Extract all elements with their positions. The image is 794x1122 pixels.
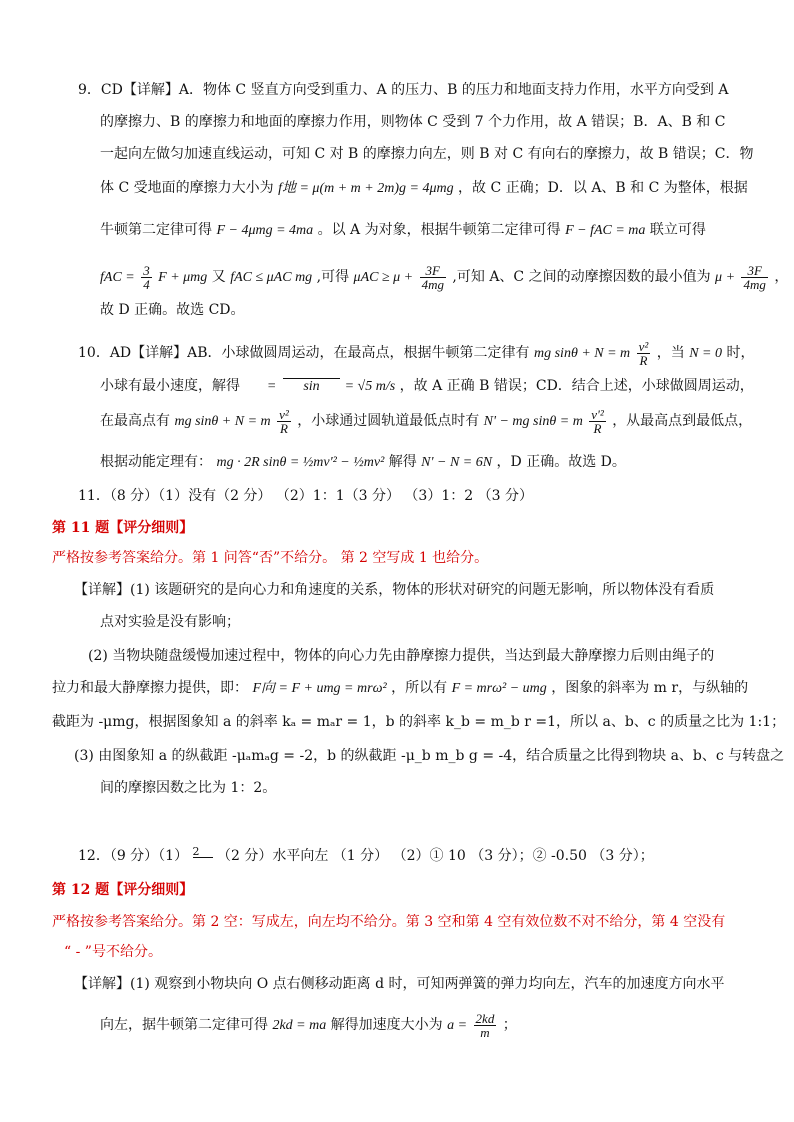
q9-fraction: $\frac{3F}{4mg}$ xyxy=(421,262,444,292)
q10-line-2 xyxy=(100,376,754,397)
q10-equation: = √5 m/s xyxy=(344,379,396,394)
q9-line-6 xyxy=(100,262,788,293)
q10-text: 根据动能定理有： xyxy=(100,454,212,470)
q9-text: ,可得 xyxy=(316,269,350,285)
q10-line-3 xyxy=(100,406,752,437)
q10-equation: N' − mg sinθ = m xyxy=(483,414,583,429)
q11-answer: 11．（8 分）（1）没有（2 分） （2）1：1（3 分） （3）1：2 （3 分） xyxy=(78,488,533,504)
q12-text: 12．（9 分）（1） xyxy=(78,848,189,864)
q10-text: ，D 正确。故选 D。 xyxy=(496,454,626,470)
q9-text: ，故 C 正确；D．以 A、B 和 C 为整体，根据 xyxy=(458,180,748,196)
q12-equation: a = xyxy=(447,1018,468,1033)
q10-equation: N = 0 xyxy=(689,346,722,361)
q10-sqrt: sin xyxy=(283,378,340,394)
q12-text: ； xyxy=(502,1017,517,1033)
q10-equation: = xyxy=(266,379,277,394)
q9-fraction: $\frac{3F}{4mg}$ xyxy=(743,262,766,292)
q9-text: ， xyxy=(774,269,789,285)
q11-rubric-text: 严格按参考答案给分。第 1 问答“否”不给分。 第 2 空写成 1 也给分。 xyxy=(52,550,489,566)
q9-equation: μ + xyxy=(715,270,736,285)
q11-text: 拉力和最大静摩擦力提供，即： xyxy=(52,680,248,696)
q11-rubric-title: 第 11 题【评分细则】 xyxy=(52,520,194,536)
q9-equation: F − 4μmg = 4ma xyxy=(216,223,314,238)
q9-line-7: 故 D 正确。故选 CD。 xyxy=(100,302,245,318)
q11-text: ，所以有 xyxy=(391,680,448,696)
q10-equation: mg sinθ + N = m xyxy=(174,414,271,429)
q9-equation: F + μmg xyxy=(158,270,208,285)
q12-fraction: $\frac{2kd}{m}$ xyxy=(475,1010,495,1040)
q9-fraction: $\frac{3}{4}$ xyxy=(143,262,150,292)
q12-fraction-blank: 2 xyxy=(193,846,213,858)
q12-rubric-title: 第 12 题【评分细则】 xyxy=(52,882,194,898)
q11-detail-5: 截距为 -μmg，根据图象知 a 的斜率 kₐ = mₐr = 1，b 的斜率 k_b = m_b r =1，所以 a、b、c 的质量之比为 1:1； xyxy=(52,714,786,730)
q12-text: （2 分）水平向左 （1 分） （2）① 10 （3 分）；② -0.50 （3 分）； xyxy=(217,848,654,864)
q10-equation: mg sinθ + N = m xyxy=(534,346,631,361)
q10-fraction: $\frac{\text{v²}}{R}$ xyxy=(638,338,649,368)
q11-detail-1: 【详解】(1) 该题研究的是向心力和角速度的关系，物体的形状对研究的问题无影响，所以物体没有看质 xyxy=(74,582,715,598)
q12-rubric-line-2: “ - ”号不给分。 xyxy=(64,944,162,960)
q11-detail-2: 点对实验是没有影响； xyxy=(100,614,240,630)
q10-text: 10．AD【详解】AB．小球做圆周运动，在最高点，根据牛顿第二定律有 xyxy=(78,345,530,361)
q10-text: ，小球通过圆轨道最低点时有 xyxy=(297,413,480,429)
q12-detail-1: 【详解】(1) 观察到小物块向 O 点右侧移动距离 d 时，可知两弹簧的弹力均向左，汽车的加速度方向水平 xyxy=(74,976,725,992)
q12-answer xyxy=(78,846,654,866)
q12-text: 解得加速度大小为 xyxy=(330,1017,443,1033)
q10-fraction: $\frac{\text{v'²}}{R}$ xyxy=(591,406,604,436)
q10-text: ，故 A 正确 B 错误；CD．结合上述，小球做圆周运动， xyxy=(399,378,754,394)
q10-text: 时， xyxy=(726,345,755,361)
q10-fraction: $\frac{\text{v²}}{R}$ xyxy=(279,406,289,436)
q9-line-3: 一起向左做匀加速直线运动，可知 C 对 B 的摩擦力向左，则 B 对 C 有向右的摩擦力，故 B 错误；C．物 xyxy=(100,146,754,162)
q9-text: 又 xyxy=(211,269,226,285)
q11-detail-3: (2) 当物块随盘缓慢加速过程中，物体的向心力先由静摩擦力提供，当达到最大静摩擦力后则由绳子的 xyxy=(88,648,715,664)
q9-text: 。以 A 为对象，根据牛顿第二定律可得 xyxy=(317,222,561,238)
q10-line-1 xyxy=(78,338,754,369)
q11-detail-7: 间的摩擦因数之比为 1：2。 xyxy=(100,780,277,796)
q9-text: 体 C 受地面的摩擦力大小为 xyxy=(100,180,274,196)
q11-equation: F = mrω² − umg xyxy=(451,681,547,696)
q12-rubric-line-1: 严格按参考答案给分。第 2 空：写成左，向左均不给分。第 3 空和第 4 空有效位数不对不给分，第 4 空没有 xyxy=(52,914,726,930)
q9-text: 牛顿第二定律可得 xyxy=(100,222,212,238)
q9-equation: f地 = μ(m + m + 2m)g = 4μmg xyxy=(278,181,454,196)
q9-line-1: 9．CD【详解】A．物体 C 竖直方向受到重力、A 的压力、B 的压力和地面支持力作用，水平方向受到 A xyxy=(78,82,729,98)
q11-equation: F向 = F + umg = mrω² xyxy=(252,681,387,696)
q10-equation: N' − N = 6N xyxy=(421,455,493,470)
q11-detail-6: (3) 由图象知 a 的纵截距 -μₐmₐg = -2，b 的纵截距 -μ_b m_b g = -4，结合质量之比得到物块 a、b、c 与转盘之 xyxy=(74,748,785,764)
q12-text: 向左，据牛顿第二定律可得 xyxy=(100,1017,268,1033)
q10-text: ，当 xyxy=(656,345,685,361)
q9-equation: μAC ≥ μ + xyxy=(353,270,414,285)
q10-line-4 xyxy=(100,452,626,473)
q10-equation: mg · 2R sinθ = ½mv'² − ½mv² xyxy=(216,455,385,470)
q9-equation: fAC ≤ μAC mg xyxy=(230,270,313,285)
q9-text: ,可知 A、C 之间的动摩擦因数的最小值为 xyxy=(452,269,711,285)
q12-detail-2 xyxy=(100,1010,517,1041)
q9-equation: F − fAC = ma xyxy=(565,223,646,238)
q9-line-4 xyxy=(100,178,748,199)
q9-line-2: 的摩擦力、B 的摩擦力和地面的摩擦力作用，则物体 C 受到 7 个力作用，故 A 错误；B．A、B 和 C xyxy=(100,114,726,130)
q9-equation: fAC = xyxy=(100,270,135,285)
q10-text: ，从最高点到最低点， xyxy=(612,413,753,429)
q10-text: 解得 xyxy=(388,454,417,470)
q12-equation: 2kd = ma xyxy=(272,1018,327,1033)
q11-text: ，图象的斜率为 m r，与纵轴的 xyxy=(551,680,749,696)
q9-line-5 xyxy=(100,220,706,241)
q10-text: 小球有最小速度，解得 xyxy=(100,378,240,394)
q10-text: 在最高点有 xyxy=(100,413,170,429)
q11-detail-4 xyxy=(52,678,748,699)
q9-text: 联立可得 xyxy=(649,222,706,238)
